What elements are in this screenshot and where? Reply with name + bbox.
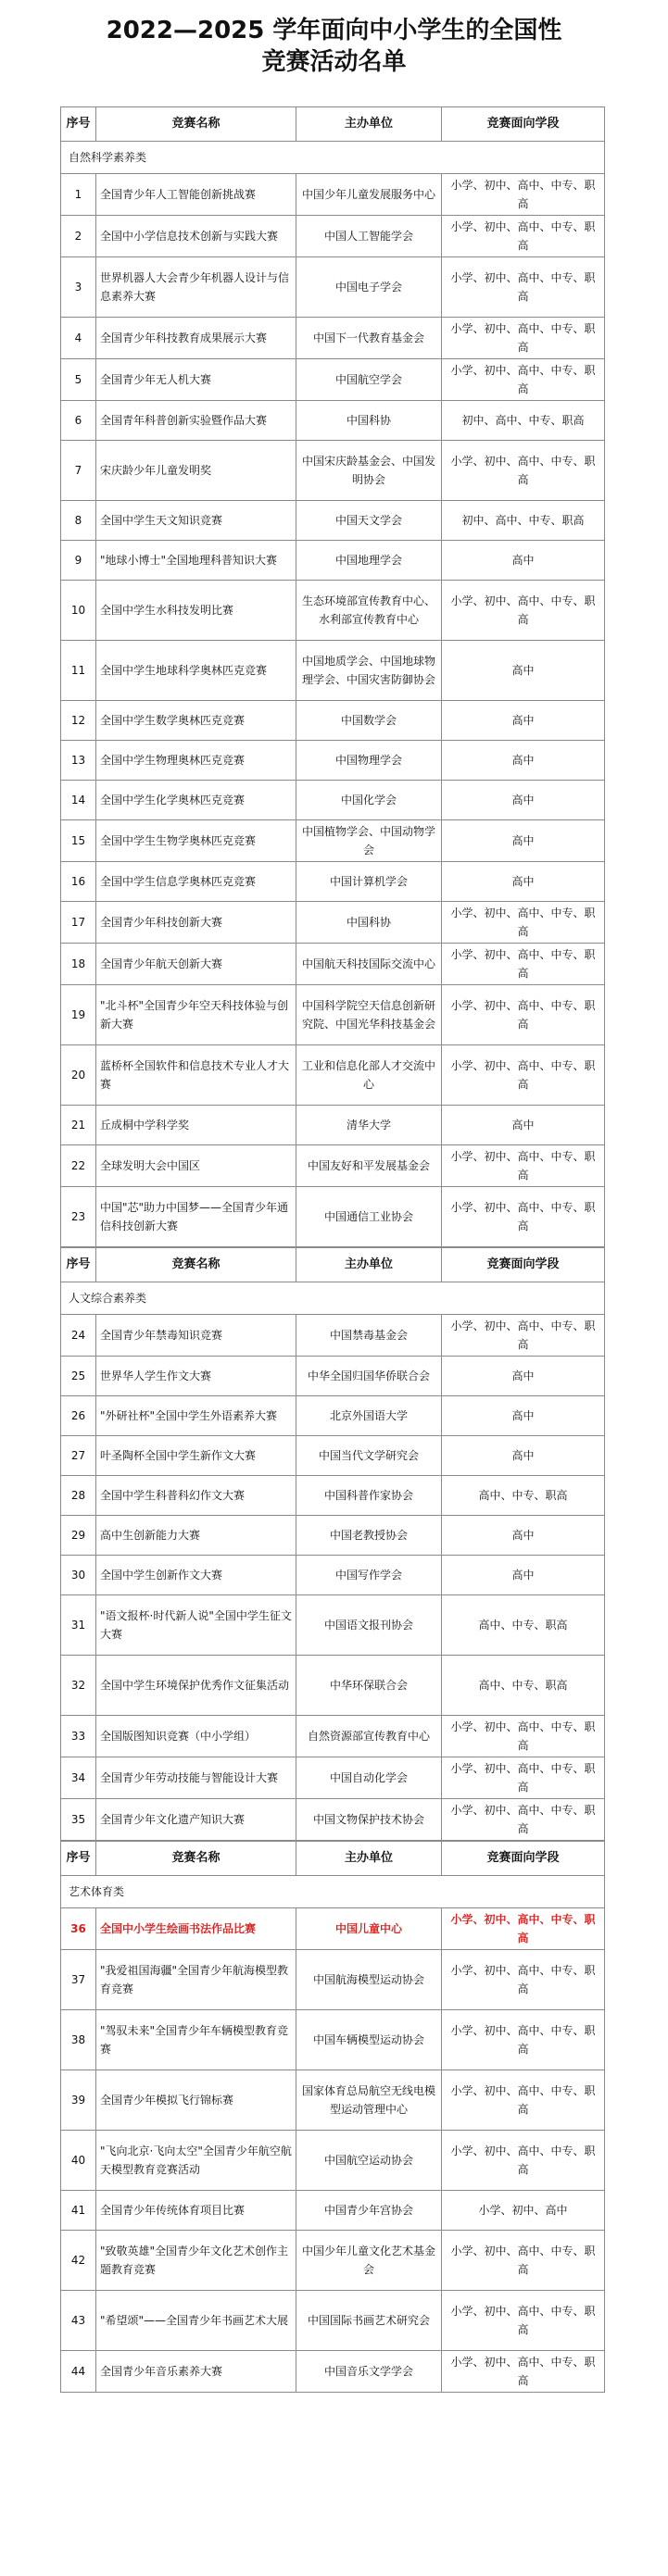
organizer: 中国人工智能学会	[296, 216, 442, 257]
header-org: 主办单位	[296, 107, 442, 142]
school-stage: 小学、初中、高中、中专、职高	[442, 1908, 605, 1950]
row-number: 16	[61, 862, 96, 902]
organizer: 中国航海模型运动协会	[296, 1950, 442, 2010]
table-row	[61, 441, 605, 501]
school-stage: 高中、中专、职高	[442, 1476, 605, 1516]
row-number: 11	[61, 641, 96, 701]
header-stage: 竞赛面向学段	[442, 1842, 605, 1876]
organizer: 中国语文报刊协会	[296, 1595, 442, 1656]
row-number: 19	[61, 985, 96, 1045]
organizer: 中华全国归国华侨联合会	[296, 1357, 442, 1396]
school-stage: 小学、初中、高中、中专、职高	[442, 2010, 605, 2070]
competition-name: "外研社杯"全国中学生外语素养大赛	[96, 1396, 296, 1436]
table-row	[61, 1656, 605, 1716]
row-number: 1	[61, 174, 96, 216]
table-row	[61, 1556, 605, 1595]
table-row	[61, 1716, 605, 1757]
school-stage: 小学、初中、高中、中专、职高	[442, 985, 605, 1045]
row-number: 41	[61, 2191, 96, 2231]
organizer: 中国老教授协会	[296, 1516, 442, 1556]
competition-name: 全国中学生物理奥林匹克竞赛	[96, 741, 296, 781]
competition-name: "希望颂"——全国青少年书画艺术大展	[96, 2291, 296, 2351]
school-stage: 小学、初中、高中	[442, 2191, 605, 2231]
school-stage: 小学、初中、高中、中专、职高	[442, 1950, 605, 2010]
table-row	[61, 401, 605, 441]
organizer: 中国科协	[296, 401, 442, 441]
table-row	[61, 2010, 605, 2070]
school-stage: 初中、高中、中专、职高	[442, 401, 605, 441]
organizer: 中国科学院空天信息创新研究院、中国光华科技基金会	[296, 985, 442, 1045]
row-number: 42	[61, 2231, 96, 2291]
table-row	[61, 2191, 605, 2231]
school-stage: 小学、初中、高中、中专、职高	[442, 944, 605, 985]
header-stage: 竞赛面向学段	[442, 1248, 605, 1282]
table-row	[61, 820, 605, 862]
competition-table	[60, 1247, 605, 1841]
category-row	[61, 1282, 605, 1315]
competition-name: 全国中小学生绘画书法作品比赛	[96, 1908, 296, 1950]
table-row	[61, 2131, 605, 2191]
competition-name: 全国青少年模拟飞行锦标赛	[96, 2070, 296, 2131]
competition-name: "飞向北京·飞向太空"全国青少年航空航天模型教育竞赛活动	[96, 2131, 296, 2191]
row-number: 4	[61, 318, 96, 359]
organizer: 中国当代文学研究会	[296, 1436, 442, 1476]
category-label: 人文综合素养类	[61, 1282, 605, 1315]
table-row	[61, 1396, 605, 1436]
school-stage: 初中、高中、中专、职高	[442, 501, 605, 541]
competition-name: 蓝桥杯全国软件和信息技术专业人才大赛	[96, 1045, 296, 1106]
school-stage: 小学、初中、高中、中专、职高	[442, 2291, 605, 2351]
table-row	[61, 174, 605, 216]
school-stage: 高中	[442, 862, 605, 902]
table-row	[61, 701, 605, 741]
organizer: 中国物理学会	[296, 741, 442, 781]
table-row	[61, 501, 605, 541]
header-name: 竞赛名称	[96, 1842, 296, 1876]
organizer: 中国车辆模型运动协会	[296, 2010, 442, 2070]
school-stage: 小学、初中、高中、中专、职高	[442, 1315, 605, 1357]
table-row	[61, 1106, 605, 1145]
competition-name: 全球发明大会中国区	[96, 1145, 296, 1187]
table-row	[61, 1315, 605, 1357]
row-number: 33	[61, 1716, 96, 1757]
row-number: 28	[61, 1476, 96, 1516]
organizer: 中国科协	[296, 902, 442, 944]
competition-name: 世界机器人大会青少年机器人设计与信息素养大赛	[96, 257, 296, 318]
category-label: 艺术体育类	[61, 1876, 605, 1908]
row-number: 39	[61, 2070, 96, 2131]
competition-name: 全国中学生科普科幻作文大赛	[96, 1476, 296, 1516]
table-header-row	[61, 1842, 605, 1876]
organizer: 中国电子学会	[296, 257, 442, 318]
competition-name: 全国青少年无人机大赛	[96, 359, 296, 401]
row-number: 20	[61, 1045, 96, 1106]
competition-name: 全国版图知识竞赛（中小学组）	[96, 1716, 296, 1757]
row-number: 9	[61, 541, 96, 581]
school-stage: 小学、初中、高中、中专、职高	[442, 2070, 605, 2131]
header-no: 序号	[61, 1842, 96, 1876]
organizer: 北京外国语大学	[296, 1396, 442, 1436]
table-row	[61, 1045, 605, 1106]
school-stage: 高中、中专、职高	[442, 1656, 605, 1716]
table-row	[61, 1595, 605, 1656]
table-row	[61, 1476, 605, 1516]
competition-name: 全国中学生创新作文大赛	[96, 1556, 296, 1595]
row-number: 22	[61, 1145, 96, 1187]
organizer: 中国数学会	[296, 701, 442, 741]
school-stage: 小学、初中、高中、中专、职高	[442, 1145, 605, 1187]
organizer: 中国通信工业协会	[296, 1187, 442, 1247]
competition-name: 全国青少年科技教育成果展示大赛	[96, 318, 296, 359]
table-row	[61, 902, 605, 944]
competition-name: 全国中学生环境保护优秀作文征集活动	[96, 1656, 296, 1716]
table-row	[61, 2070, 605, 2131]
competition-name: "致敬英雄"全国青少年文化艺术创作主题教育竞赛	[96, 2231, 296, 2291]
organizer: 中国少年儿童文化艺术基金会	[296, 2231, 442, 2291]
school-stage: 高中	[442, 1556, 605, 1595]
category-label: 自然科学素养类	[61, 142, 605, 174]
organizer: 中国青少年宫协会	[296, 2191, 442, 2231]
row-number: 25	[61, 1357, 96, 1396]
competition-name: 全国青年科普创新实验暨作品大赛	[96, 401, 296, 441]
organizer: 中国下一代教育基金会	[296, 318, 442, 359]
organizer: 中国儿童中心	[296, 1908, 442, 1950]
competition-name: 全国青少年科技创新大赛	[96, 902, 296, 944]
competition-table	[60, 1841, 605, 2393]
document-title	[0, 15, 668, 78]
school-stage: 小学、初中、高中、中专、职高	[442, 1799, 605, 1841]
table-row	[61, 2351, 605, 2393]
organizer: 中国写作学会	[296, 1556, 442, 1595]
competition-name: 全国青少年文化遗产知识大赛	[96, 1799, 296, 1841]
row-number: 31	[61, 1595, 96, 1656]
table-row	[61, 1145, 605, 1187]
competition-name: 全国青少年航天创新大赛	[96, 944, 296, 985]
title-line-1: 2022—2025 学年面向中小学生的全国性	[106, 17, 562, 44]
competition-name: 全国青少年劳动技能与智能设计大赛	[96, 1757, 296, 1799]
organizer: 中国植物学会、中国动物学会	[296, 820, 442, 862]
table-row	[61, 257, 605, 318]
school-stage: 高中	[442, 1396, 605, 1436]
school-stage: 小学、初中、高中、中专、职高	[442, 257, 605, 318]
table-row	[61, 985, 605, 1045]
organizer: 中国化学会	[296, 781, 442, 820]
competition-name: 全国中学生化学奥林匹克竞赛	[96, 781, 296, 820]
row-number: 40	[61, 2131, 96, 2191]
header-org: 主办单位	[296, 1842, 442, 1876]
table-row	[61, 944, 605, 985]
competition-name: "地球小博士"全国地理科普知识大赛	[96, 541, 296, 581]
row-number: 13	[61, 741, 96, 781]
organizer: 中国文物保护技术协会	[296, 1799, 442, 1841]
row-number: 8	[61, 501, 96, 541]
header-no: 序号	[61, 107, 96, 142]
organizer: 中国科普作家协会	[296, 1476, 442, 1516]
organizer: 中国宋庆龄基金会、中国发明协会	[296, 441, 442, 501]
school-stage: 高中、中专、职高	[442, 1595, 605, 1656]
header-stage: 竞赛面向学段	[442, 107, 605, 142]
competition-name: 叶圣陶杯全国中学生新作文大赛	[96, 1436, 296, 1476]
row-number: 18	[61, 944, 96, 985]
category-row	[61, 1876, 605, 1908]
row-number: 21	[61, 1106, 96, 1145]
header-name: 竞赛名称	[96, 107, 296, 142]
row-number: 10	[61, 581, 96, 641]
school-stage: 高中	[442, 701, 605, 741]
school-stage: 高中	[442, 641, 605, 701]
organizer: 中国计算机学会	[296, 862, 442, 902]
competition-table	[60, 106, 605, 1247]
school-stage: 高中	[442, 1436, 605, 1476]
organizer: 国家体育总局航空无线电模型运动管理中心	[296, 2070, 442, 2131]
competition-name: 全国青少年人工智能创新挑战赛	[96, 174, 296, 216]
school-stage: 小学、初中、高中、中专、职高	[442, 1757, 605, 1799]
row-number: 29	[61, 1516, 96, 1556]
table-row	[61, 1908, 605, 1950]
competition-name: 全国中学生信息学奥林匹克竞赛	[96, 862, 296, 902]
table-row	[61, 1357, 605, 1396]
competition-name: "北斗杯"全国青少年空天科技体验与创新大赛	[96, 985, 296, 1045]
organizer: 中国航天科技国际交流中心	[296, 944, 442, 985]
organizer: 中国航空运动协会	[296, 2131, 442, 2191]
row-number: 34	[61, 1757, 96, 1799]
row-number: 7	[61, 441, 96, 501]
row-number: 15	[61, 820, 96, 862]
organizer: 中国自动化学会	[296, 1757, 442, 1799]
school-stage: 小学、初中、高中、中专、职高	[442, 318, 605, 359]
competition-name: 全国中学生数学奥林匹克竞赛	[96, 701, 296, 741]
table-row	[61, 641, 605, 701]
organizer: 中国天文学会	[296, 501, 442, 541]
row-number: 36	[61, 1908, 96, 1950]
school-stage: 小学、初中、高中、中专、职高	[442, 359, 605, 401]
school-stage: 小学、初中、高中、中专、职高	[442, 216, 605, 257]
competition-name: 全国中学生天文知识竞赛	[96, 501, 296, 541]
table-row	[61, 1950, 605, 2010]
table-row	[61, 1187, 605, 1247]
organizer: 中国地理学会	[296, 541, 442, 581]
competition-name: "我爱祖国海疆"全国青少年航海模型教育竞赛	[96, 1950, 296, 2010]
table-header-row	[61, 1248, 605, 1282]
table-row	[61, 1516, 605, 1556]
school-stage: 小学、初中、高中、中专、职高	[442, 2231, 605, 2291]
header-org: 主办单位	[296, 1248, 442, 1282]
school-stage: 小学、初中、高中、中专、职高	[442, 1187, 605, 1247]
row-number: 5	[61, 359, 96, 401]
school-stage: 高中	[442, 741, 605, 781]
row-number: 26	[61, 1396, 96, 1436]
organizer: 中国音乐文学学会	[296, 2351, 442, 2393]
row-number: 24	[61, 1315, 96, 1357]
school-stage: 小学、初中、高中、中专、职高	[442, 1045, 605, 1106]
competition-name: 全国青少年禁毒知识竞赛	[96, 1315, 296, 1357]
organizer: 自然资源部宣传教育中心	[296, 1716, 442, 1757]
organizer: 中国航空学会	[296, 359, 442, 401]
competition-name: 全国青少年传统体育项目比赛	[96, 2191, 296, 2231]
school-stage: 小学、初中、高中、中专、职高	[442, 902, 605, 944]
row-number: 2	[61, 216, 96, 257]
row-number: 12	[61, 701, 96, 741]
table-row	[61, 862, 605, 902]
title-line-2: 竞赛活动名单	[261, 48, 407, 76]
table-row	[61, 2231, 605, 2291]
school-stage: 高中	[442, 1106, 605, 1145]
row-number: 23	[61, 1187, 96, 1247]
organizer: 中国国际书画艺术研究会	[296, 2291, 442, 2351]
row-number: 30	[61, 1556, 96, 1595]
competition-name: 全国青少年音乐素养大赛	[96, 2351, 296, 2393]
header-no: 序号	[61, 1248, 96, 1282]
competition-name: 全国中学生生物学奥林匹克竞赛	[96, 820, 296, 862]
row-number: 44	[61, 2351, 96, 2393]
school-stage: 高中	[442, 781, 605, 820]
organizer: 中国友好和平发展基金会	[296, 1145, 442, 1187]
organizer: 中华环保联合会	[296, 1656, 442, 1716]
organizer: 中国地质学会、中国地球物理学会、中国灾害防御协会	[296, 641, 442, 701]
competition-name: 全国中学生水科技发明比赛	[96, 581, 296, 641]
organizer: 中国禁毒基金会	[296, 1315, 442, 1357]
row-number: 14	[61, 781, 96, 820]
row-number: 35	[61, 1799, 96, 1841]
competition-name: 全国中小学信息技术创新与实践大赛	[96, 216, 296, 257]
category-row	[61, 142, 605, 174]
table-row	[61, 781, 605, 820]
school-stage: 小学、初中、高中、中专、职高	[442, 2351, 605, 2393]
table-row	[61, 359, 605, 401]
competition-name: 高中生创新能力大赛	[96, 1516, 296, 1556]
row-number: 3	[61, 257, 96, 318]
table-row	[61, 1799, 605, 1841]
school-stage: 小学、初中、高中、中专、职高	[442, 1716, 605, 1757]
competition-tables	[60, 106, 604, 2393]
row-number: 17	[61, 902, 96, 944]
competition-name: 丘成桐中学科学奖	[96, 1106, 296, 1145]
competition-name: "语文报杯·时代新人说"全国中学生征文大赛	[96, 1595, 296, 1656]
table-row	[61, 1757, 605, 1799]
table-header-row	[61, 107, 605, 142]
table-row	[61, 581, 605, 641]
competition-name: 世界华人学生作文大赛	[96, 1357, 296, 1396]
organizer: 中国少年儿童发展服务中心	[296, 174, 442, 216]
organizer: 清华大学	[296, 1106, 442, 1145]
competition-name: 全国中学生地球科学奥林匹克竞赛	[96, 641, 296, 701]
table-row	[61, 2291, 605, 2351]
competition-name: 中国"芯"助力中国梦——全国青少年通信科技创新大赛	[96, 1187, 296, 1247]
header-name: 竞赛名称	[96, 1248, 296, 1282]
row-number: 37	[61, 1950, 96, 2010]
school-stage: 高中	[442, 820, 605, 862]
school-stage: 高中	[442, 541, 605, 581]
school-stage: 小学、初中、高中、中专、职高	[442, 2131, 605, 2191]
school-stage: 小学、初中、高中、中专、职高	[442, 174, 605, 216]
competition-name: 宋庆龄少年儿童发明奖	[96, 441, 296, 501]
table-row	[61, 216, 605, 257]
competition-name: "驾驭未来"全国青少年车辆模型教育竞赛	[96, 2010, 296, 2070]
table-row	[61, 741, 605, 781]
table-row	[61, 1436, 605, 1476]
table-row	[61, 541, 605, 581]
school-stage: 小学、初中、高中、中专、职高	[442, 581, 605, 641]
school-stage: 小学、初中、高中、中专、职高	[442, 441, 605, 501]
row-number: 6	[61, 401, 96, 441]
school-stage: 高中	[442, 1516, 605, 1556]
organizer: 生态环境部宣传教育中心、水利部宣传教育中心	[296, 581, 442, 641]
school-stage: 高中	[442, 1357, 605, 1396]
row-number: 38	[61, 2010, 96, 2070]
row-number: 43	[61, 2291, 96, 2351]
row-number: 32	[61, 1656, 96, 1716]
row-number: 27	[61, 1436, 96, 1476]
table-row	[61, 318, 605, 359]
organizer: 工业和信息化部人才交流中心	[296, 1045, 442, 1106]
